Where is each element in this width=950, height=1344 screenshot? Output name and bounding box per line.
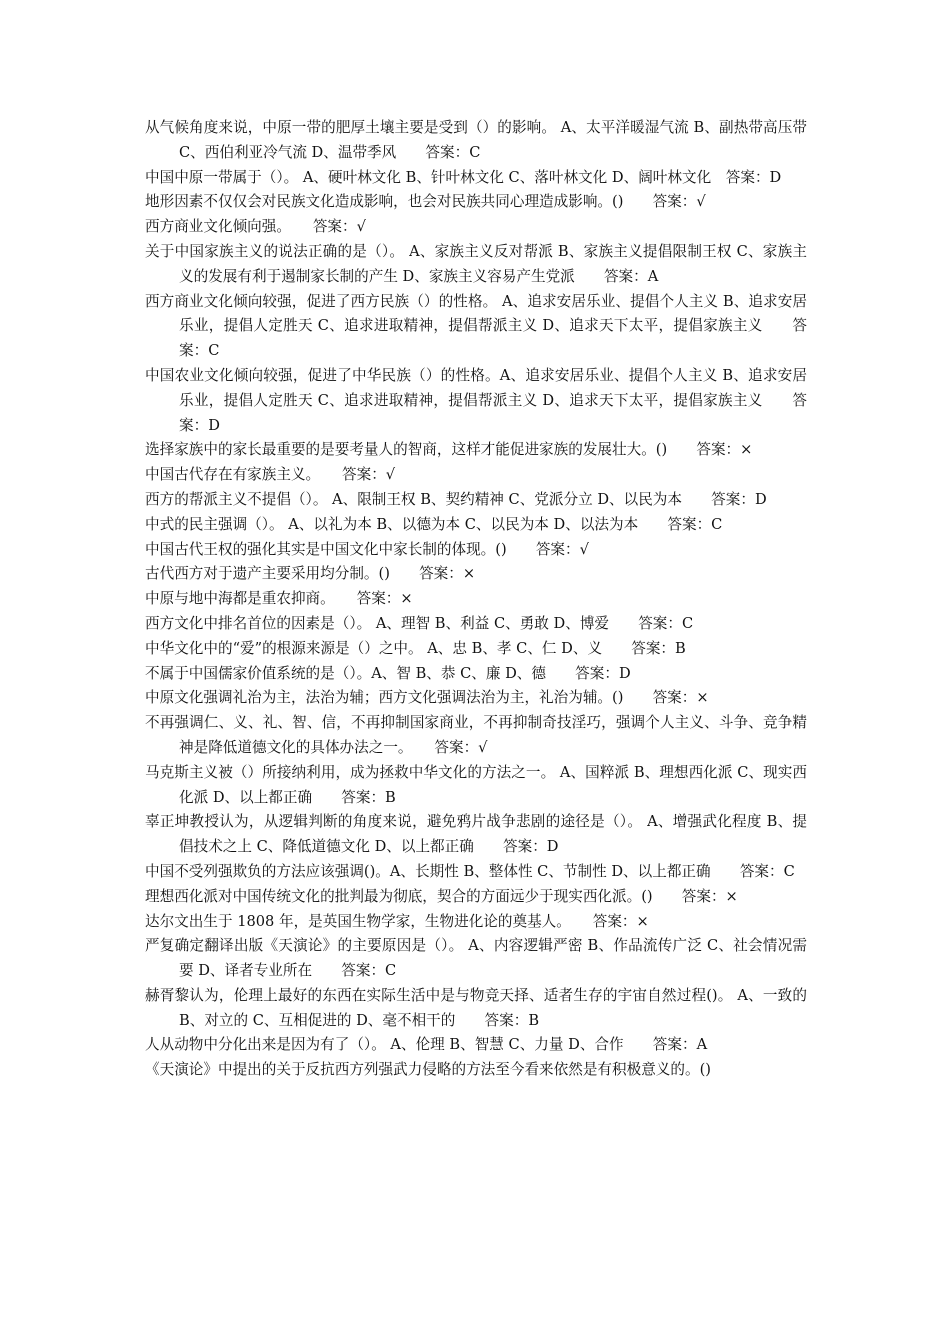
question-item: 理想西化派对中国传统文化的批判最为彻底，契合的方面远少于现实西化派。() 答案：×: [145, 887, 738, 905]
question-list: [145, 116, 807, 1083]
question-item: 中式的民主强调（）。 A、以礼为本 B、以德为本 C、以民为本 D、以法为本 答案：C: [145, 515, 723, 533]
question-item: 中国古代存在有家族主义。 答案：√: [145, 466, 396, 484]
question-item: 选择家族中的家长最重要的是要考量人的智商，这样才能促进家族的发展壮大。() 答案：×: [145, 441, 753, 459]
question-item: 中国中原一带属于（）。 A、硬叶林文化 B、针叶林文化 C、落叶林文化 D、阔叶林文化 答案：D: [145, 168, 782, 186]
question-item: 《天演论》中提出的关于反抗西方列强武力侵略的方法至今看来依然是有积极意义的。(): [145, 1061, 711, 1079]
question-item: 中华文化中的“爱”的根源来源是（）之中。 A、忠 B、孝 C、仁 D、义 答案：B: [145, 639, 686, 657]
question-item: 人从动物中分化出来是因为有了（）。 A、伦理 B、智慧 C、力量 D、合作 答案：A: [145, 1036, 708, 1054]
question-item: 中原文化强调礼治为主，法治为辅；西方文化强调法治为主，礼治为辅。() 答案：×: [145, 689, 709, 707]
question-item: 关于中国家族主义的说法正确的是（）。 A、家族主义反对帮派 B、家族主义提倡限制王权 C、家族主义的发展有利于遏制家长制的产生 D、家族主义容易产生党派 答案：A: [145, 242, 807, 285]
question-item: 中国农业文化倾向较强，促进了中华民族（）的性格。A、追求安居乐业、提倡个人主义 B、追求安居乐业，提倡人定胜天 C、追求进取精神，提倡帮派主义 D、追求天下太平，提倡家族主义 答案：D: [145, 366, 807, 434]
question-item: 中国古代王权的强化其实是中国文化中家长制的体现。() 答案：√: [145, 540, 589, 558]
question-item: 不属于中国儒家价值系统的是（）。A、智 B、恭 C、廉 D、德 答案：D: [145, 664, 631, 682]
question-item: 西方文化中排名首位的因素是（）。 A、理智 B、利益 C、勇敢 D、博爱 答案：C: [145, 614, 694, 632]
question-item: 西方的帮派主义不提倡（）。 A、限制王权 B、契约精神 C、党派分立 D、以民为本 答案：D: [145, 490, 767, 508]
question-item: 赫胥黎认为，伦理上最好的东西在实际生活中是与物竞天择、适者生存的宇宙自然过程()。 A、一致的 B、对立的 C、互相促进的 D、毫不相干的 答案：B: [145, 986, 807, 1029]
question-item: 西方商业文化倾向较强，促进了西方民族（）的性格。 A、追求安居乐业、提倡个人主义 B、追求安居乐业，提倡人定胜天 C、追求进取精神，提倡帮派主义 D、追求天下太平，提倡家族主义 答案：C: [145, 292, 807, 360]
question-item: 不再强调仁、义、礼、智、信，不再抑制国家商业，不再抑制奇技淫巧，强调个人主义、斗争、竞争精神是降低道德文化的具体办法之一。 答案：√: [145, 714, 807, 756]
question-item: 从气候角度来说，中原一带的肥厚土壤主要是受到（）的影响。 A、太平洋暖湿气流 B、副热带高压带 C、西伯利亚冷气流 D、温带季风 答案：C: [145, 119, 807, 161]
question-item: 严复确定翻译出版《天演论》的主要原因是（）。 A、内容逻辑严密 B、作品流传广泛 C、社会情况需要 D、译者专业所在 答案：C: [145, 937, 807, 980]
question-item: 辜正坤教授认为，从逻辑判断的角度来说，避免鸦片战争悲剧的途径是（）。 A、增强武化程度 B、提倡技术之上 C、降低道德文化 D、以上都正确 答案：D: [145, 813, 807, 856]
question-item: 达尔文出生于 1808 年，是英国生物学家，生物进化论的奠基人。 答案：×: [145, 912, 649, 930]
question-item: 西方商业文化倾向强。 答案：√: [145, 218, 366, 236]
question-item: 地形因素不仅仅会对民族文化造成影响，也会对民族共同心理造成影响。() 答案：√: [145, 193, 706, 211]
question-item: 马克斯主义被（）所接纳利用，成为拯救中华文化的方法之一。 A、国粹派 B、理想西化派 C、现实西化派 D、以上都正确 答案：B: [145, 763, 807, 806]
question-item: 中国不受列强欺负的方法应该强调()。A、长期性 B、整体性 C、节制性 D、以上都正确 答案：C: [145, 862, 795, 880]
question-item: 古代西方对于遗产主要采用均分制。() 答案：×: [145, 565, 476, 583]
question-item: 中原与地中海都是重农抑商。 答案：×: [145, 590, 413, 608]
